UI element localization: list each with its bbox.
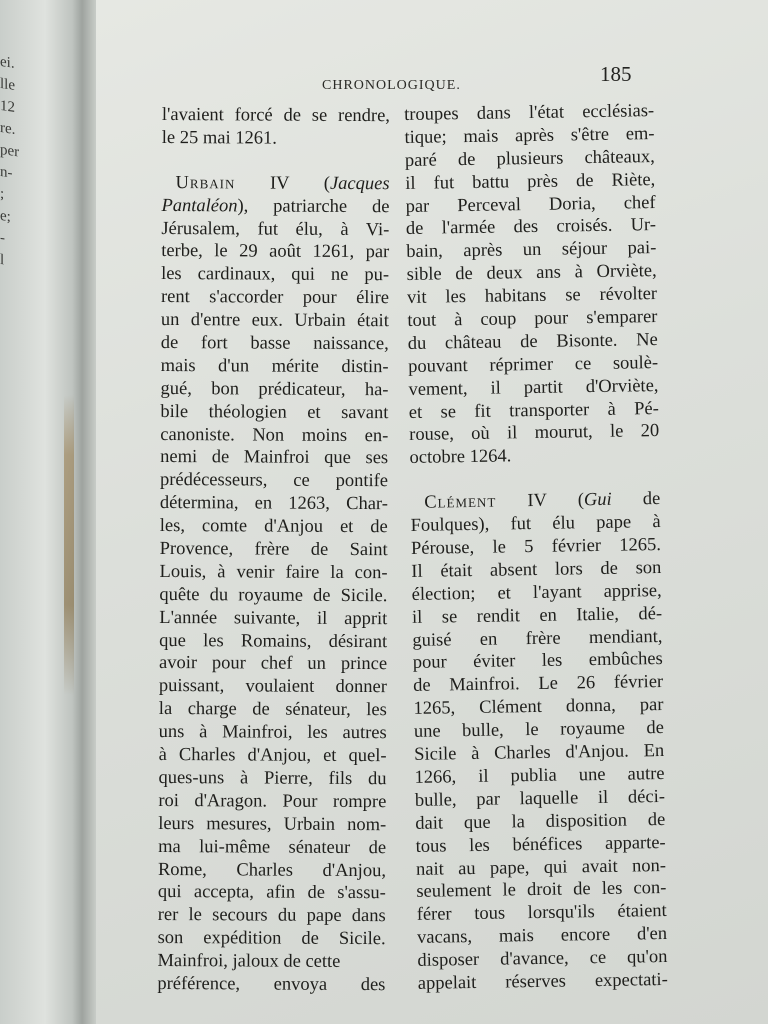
text-run: élection; et l'ayant apprise, xyxy=(411,580,662,605)
book-page xyxy=(96,0,768,1024)
text-run: ques-uns à Pierre, fils du xyxy=(158,767,387,790)
text-line xyxy=(158,858,386,882)
text-run: préférence, envoya des xyxy=(157,973,386,996)
text-run: la charge de sénateur, les xyxy=(158,699,387,721)
text-run: Pérouse, le 5 février 1265. xyxy=(410,535,662,559)
text-line xyxy=(160,492,388,516)
text-run: prédécesseurs, ce pontife xyxy=(159,470,389,492)
text-line xyxy=(159,561,387,585)
text-run: roi d'Aragon. Pour rompre xyxy=(158,790,387,813)
text-line xyxy=(160,469,388,493)
margin-fragment: n- xyxy=(0,163,13,182)
text-run: il se rendit en Italie, dé- xyxy=(411,603,663,628)
margin-fragment: re. xyxy=(0,119,16,139)
text-run: ma lui-même sénateur de xyxy=(158,836,387,858)
text-run: octobre 1264. xyxy=(409,446,512,469)
text-run: rer le secours du pape dans xyxy=(157,905,386,927)
text-run: les, comte d'Anjou et de xyxy=(159,516,388,538)
text-run: puissant, voulaient donner xyxy=(158,676,387,698)
paragraph-gap xyxy=(162,150,390,173)
text-line xyxy=(159,630,387,654)
text-line xyxy=(161,195,389,219)
running-head: CHRONOLOGIQUE. xyxy=(322,78,461,93)
text-line xyxy=(409,421,659,448)
margin-fragment: e; xyxy=(0,207,11,226)
facing-page-margin-text xyxy=(0,51,20,273)
text-line xyxy=(408,375,658,402)
text-line xyxy=(412,603,662,630)
text-line xyxy=(159,698,387,722)
text-run: Foulques), fut élu pape à xyxy=(410,512,661,537)
text-run: appelait réserves expectati- xyxy=(417,969,668,994)
text-line xyxy=(162,172,390,196)
text-line xyxy=(158,836,386,860)
text-run: Provence, frère de Saint xyxy=(159,539,388,561)
text-run: Il était absent lors de son xyxy=(411,557,662,582)
text-line xyxy=(161,218,389,242)
text-run: troupes dans l'état ecclésias- xyxy=(404,101,655,125)
text-line xyxy=(158,927,386,951)
text-run: vement, il partit d'Orviète, xyxy=(408,375,659,400)
facing-page xyxy=(0,0,82,1024)
text-run: leurs mesures, Urbain nom- xyxy=(158,813,387,835)
text-run: terbe, le 29 août 1261, par xyxy=(161,241,390,263)
margin-fragment: - xyxy=(0,229,5,247)
text-line xyxy=(158,767,386,791)
margin-fragment: per xyxy=(0,141,20,161)
text-run: disposer d'avance, ce qu'on xyxy=(417,947,668,971)
text-run: bile théologien et savant xyxy=(160,401,389,423)
margin-fragment: ei. xyxy=(0,53,15,72)
text-line xyxy=(159,721,387,745)
text-run: Pantaléon xyxy=(161,195,238,217)
text-run: vacans, mais encore d'en xyxy=(416,924,668,949)
text-line xyxy=(160,424,388,448)
margin-fragment: lle xyxy=(0,75,15,94)
text-column-right xyxy=(404,100,668,996)
text-run: mais d'un mérite distin- xyxy=(160,355,389,378)
text-run: et se fit transporter à Pé- xyxy=(408,398,659,423)
text-line xyxy=(159,607,387,631)
text-line xyxy=(160,401,388,425)
text-run: Jérusalem, fut élu, à Vi- xyxy=(161,218,390,240)
text-line xyxy=(160,538,388,562)
text-run: quête du royaume de Sicile. xyxy=(159,584,388,606)
text-run: sible de deux ans à Orviète, xyxy=(406,261,657,286)
book-gutter xyxy=(82,0,96,1024)
text-run: Sicile à Charles d'Anjou. En xyxy=(414,741,665,765)
text-run: IV ( xyxy=(496,490,585,512)
text-line xyxy=(161,332,389,356)
text-run: il fut battu près de Riète, xyxy=(405,169,656,194)
text-run: que les Romains, désirant xyxy=(159,630,388,652)
text-run: uns à Mainfroi, les autres xyxy=(158,722,387,744)
text-line xyxy=(158,904,386,928)
text-run: le 25 mai 1261. xyxy=(161,127,277,149)
text-run: rent s'accorder pour élire xyxy=(160,287,390,309)
text-run: une bulle, le royaume de xyxy=(413,718,664,743)
text-run: tous les bénéfices apparte- xyxy=(415,832,666,857)
text-run: détermina, en 1263, Char- xyxy=(159,493,388,515)
margin-fragment: l xyxy=(0,251,5,269)
text-run: l'avaient forcé de se rendre, xyxy=(161,104,390,127)
text-run: nait au pape, qui avait non- xyxy=(415,855,667,880)
text-run: Rome, Charles d'Anjou, xyxy=(157,859,387,881)
text-run: canoniste. Non moins en- xyxy=(160,424,389,446)
text-run: gué, bon prédicateur, ha- xyxy=(160,378,389,400)
text-line xyxy=(161,309,389,333)
text-line xyxy=(159,744,387,768)
text-line xyxy=(157,973,385,997)
text-run: pour éviter les embûches xyxy=(412,649,663,674)
text-line xyxy=(158,881,386,905)
text-line xyxy=(157,950,385,974)
text-line xyxy=(159,584,387,608)
text-run: bain, après un séjour pai- xyxy=(406,238,657,263)
text-line xyxy=(162,127,390,151)
text-column-left xyxy=(157,104,390,997)
text-line xyxy=(415,809,665,836)
text-run: Urbain xyxy=(175,172,236,194)
text-line xyxy=(160,446,388,470)
text-run: de Mainfroi. Le 26 février xyxy=(412,672,664,697)
text-line xyxy=(159,675,387,699)
text-run: un d'entre eux. Urbain était xyxy=(160,310,389,332)
text-line xyxy=(160,515,388,539)
text-line xyxy=(159,652,387,676)
text-run: de l'armée des croisés. Ur- xyxy=(405,215,657,240)
text-line xyxy=(161,355,389,379)
text-run: 1265, Clément donna, par xyxy=(413,695,664,720)
page-header xyxy=(96,62,768,93)
page-stain xyxy=(64,395,74,695)
text-line xyxy=(418,969,668,996)
text-line xyxy=(161,240,389,264)
text-run: rouse, où il mourut, le 20 xyxy=(409,421,660,446)
text-run: Clément xyxy=(424,491,497,513)
text-run: son expédition de Sicile. xyxy=(157,928,386,950)
text-run: avoir pour chef un prince xyxy=(159,653,388,675)
text-run: qui accepta, afin de s'assu- xyxy=(157,882,386,904)
text-run: tout à coup pour s'emparer xyxy=(407,307,658,331)
text-run: de fort basse naissance, xyxy=(160,333,389,355)
text-line xyxy=(405,169,655,196)
text-run: guisé en frère mendiant, xyxy=(412,626,663,651)
text-run: L'année suivante, il apprit xyxy=(159,607,388,629)
text-line xyxy=(158,790,386,814)
text-line xyxy=(158,813,386,837)
text-run: paré de plusieurs châteaux, xyxy=(404,146,656,171)
text-run: pouvant réprimer ce soulè- xyxy=(407,352,659,377)
text-run: par Perceval Doria, chef xyxy=(405,192,656,217)
text-run: nemi de Mainfroi que ses xyxy=(160,447,389,469)
margin-fragment: ; xyxy=(0,185,5,203)
text-run: dait que la disposition de xyxy=(415,809,666,834)
text-run: du château de Bisonte. Ne xyxy=(407,329,658,354)
text-run: tique; mais après s'être em- xyxy=(404,123,655,148)
text-line xyxy=(415,832,665,859)
text-run: Gui xyxy=(583,490,612,511)
text-line xyxy=(161,263,389,287)
text-line xyxy=(160,378,388,402)
text-run: seulement le droit de les con- xyxy=(416,878,667,903)
text-run: les cardinaux, qui ne pu- xyxy=(161,264,390,286)
text-line xyxy=(162,104,390,128)
text-run: Louis, à venir faire la con- xyxy=(159,561,388,584)
text-run: bulle, par laquelle il déci- xyxy=(414,786,666,811)
text-run: de xyxy=(611,489,661,511)
text-run: à Charles d'Anjou, et quel- xyxy=(158,745,387,767)
margin-fragment: 12 xyxy=(0,97,15,116)
text-run: vit les habitans se révolter xyxy=(406,284,658,309)
text-run: 1266, il publia une autre xyxy=(414,763,665,788)
text-run: Jacques xyxy=(329,173,390,194)
text-run: IV ( xyxy=(235,173,331,194)
text-run: Mainfroi, jaloux de cette xyxy=(157,951,341,973)
text-run: férer tous lorsqu'ils étaient xyxy=(416,901,667,926)
text-run: ), patriarche de xyxy=(237,196,390,217)
page-number: 185 xyxy=(600,62,632,86)
text-line xyxy=(161,286,389,310)
